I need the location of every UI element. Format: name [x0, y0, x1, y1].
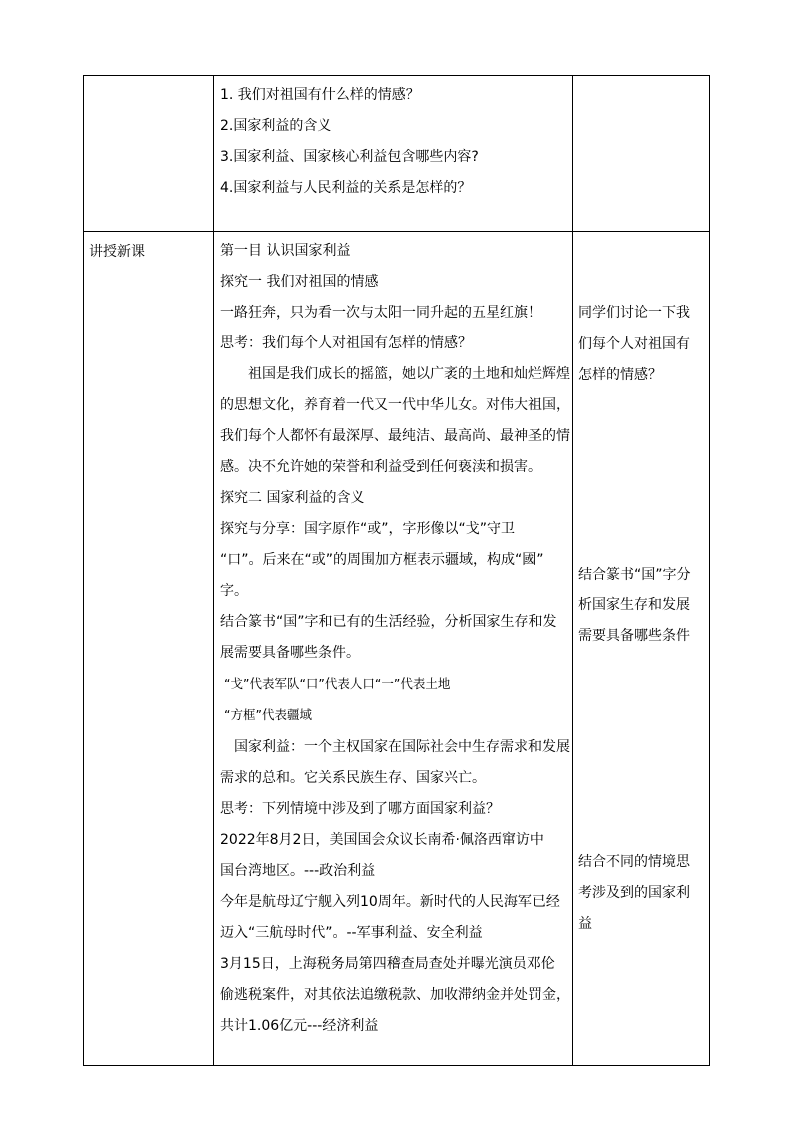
row2-right-cell — [578, 232, 706, 1062]
content-line: 迈入“三航母时代”。--军事利益、安全利益 — [220, 925, 483, 941]
content-line: 探究与分享：国字原作“或”，字形像以“戈”守卫 — [220, 521, 516, 537]
definition-line: 需求的总和。它关系民族生存、国家兴亡。 — [220, 770, 486, 786]
question-2: 2.国家利益的含义 — [220, 118, 332, 134]
content-line: “口”。后来在“或”的周围加方框表示疆域，构成“國” — [220, 552, 544, 568]
column-divider-1 — [213, 75, 214, 1066]
note-line: 结合不同的情境思 — [578, 854, 690, 870]
content-line: 结合篆书“国”字和已有的生活经验，分析国家生存和发 — [220, 614, 557, 630]
definition-line: 国家利益：一个主权国家在国际社会中生存需求和发展 — [234, 739, 570, 755]
section-label: 讲授新课 — [89, 244, 145, 260]
table-border-left — [83, 75, 84, 1066]
content-line: 祖国是我们成长的摇篮，她以广袤的土地和灿烂辉煌 — [248, 366, 570, 382]
inquiry-1-title: 探究一 我们对祖国的情感 — [220, 274, 379, 290]
content-line: 共计1.06亿元---经济利益 — [220, 1018, 379, 1034]
content-line: 感。决不允许她的荣誉和利益受到任何亵渎和损害。 — [220, 459, 542, 475]
content-line: 一路狂奔，只为看一次与太阳一同升起的五星红旗！ — [220, 305, 542, 321]
lesson-plan-table — [83, 75, 710, 1066]
note-line: 怎样的情感？ — [578, 367, 662, 383]
question-3: 3.国家利益、国家核心利益包含哪些内容? — [220, 149, 479, 165]
content-line: 我们每个人都怀有最深厚、最纯洁、最高尚、最神圣的情 — [220, 428, 570, 444]
row2-middle-cell — [220, 232, 570, 1062]
content-line: 思考：我们每个人对祖国有怎样的情感？ — [220, 335, 472, 351]
note-line: 们每个人对祖国有 — [578, 336, 690, 352]
content-line: 的思想文化，养育着一代又一代中华儿女。对伟大祖国， — [220, 397, 570, 413]
note-line: 结合篆书“国”字分 — [578, 567, 691, 583]
content-line: 展需要具备哪些条件。 — [220, 645, 360, 661]
question-1: 1. 我们对祖国有什么样的情感？ — [220, 87, 420, 103]
note-line: 益 — [578, 916, 592, 932]
content-line: 字。 — [220, 583, 248, 599]
note-line: 同学们讨论一下我 — [578, 305, 690, 321]
content-line: “戈”代表军队“口”代表人口“一”代表土地 — [224, 676, 451, 691]
note-line: 析国家生存和发展 — [578, 597, 690, 613]
question-4: 4.国家利益与人民利益的关系是怎样的？ — [220, 180, 472, 196]
content-line: 偷逃税案件，对其依法追缴税款、加收滞纳金并处罚金， — [220, 987, 570, 1003]
content-line: 思考：下列情境中涉及到了哪方面国家利益？ — [220, 801, 500, 817]
note-line: 需要具备哪些条件 — [578, 628, 690, 644]
section-heading: 第一目 认识国家利益 — [220, 243, 351, 259]
content-line: 今年是航母辽宁舰入列10周年。新时代的人民海军已经 — [220, 894, 560, 910]
table-border-right — [709, 75, 710, 1066]
content-line: 国台湾地区。---政治利益 — [220, 863, 376, 879]
column-divider-2 — [572, 75, 573, 1066]
row1-middle-cell — [220, 75, 570, 231]
note-line: 考涉及到的国家利 — [578, 885, 690, 901]
table-border-bottom — [83, 1065, 710, 1066]
inquiry-2-title: 探究二 国家利益的含义 — [220, 490, 365, 506]
content-line: 2022年8月2日，美国国会众议长南希·佩洛西窜访中 — [220, 832, 544, 848]
content-line: “方框”代表疆域 — [224, 707, 312, 722]
content-line: 3月15日，上海税务局第四稽查局查处并曝光演员邓伦 — [220, 956, 555, 972]
